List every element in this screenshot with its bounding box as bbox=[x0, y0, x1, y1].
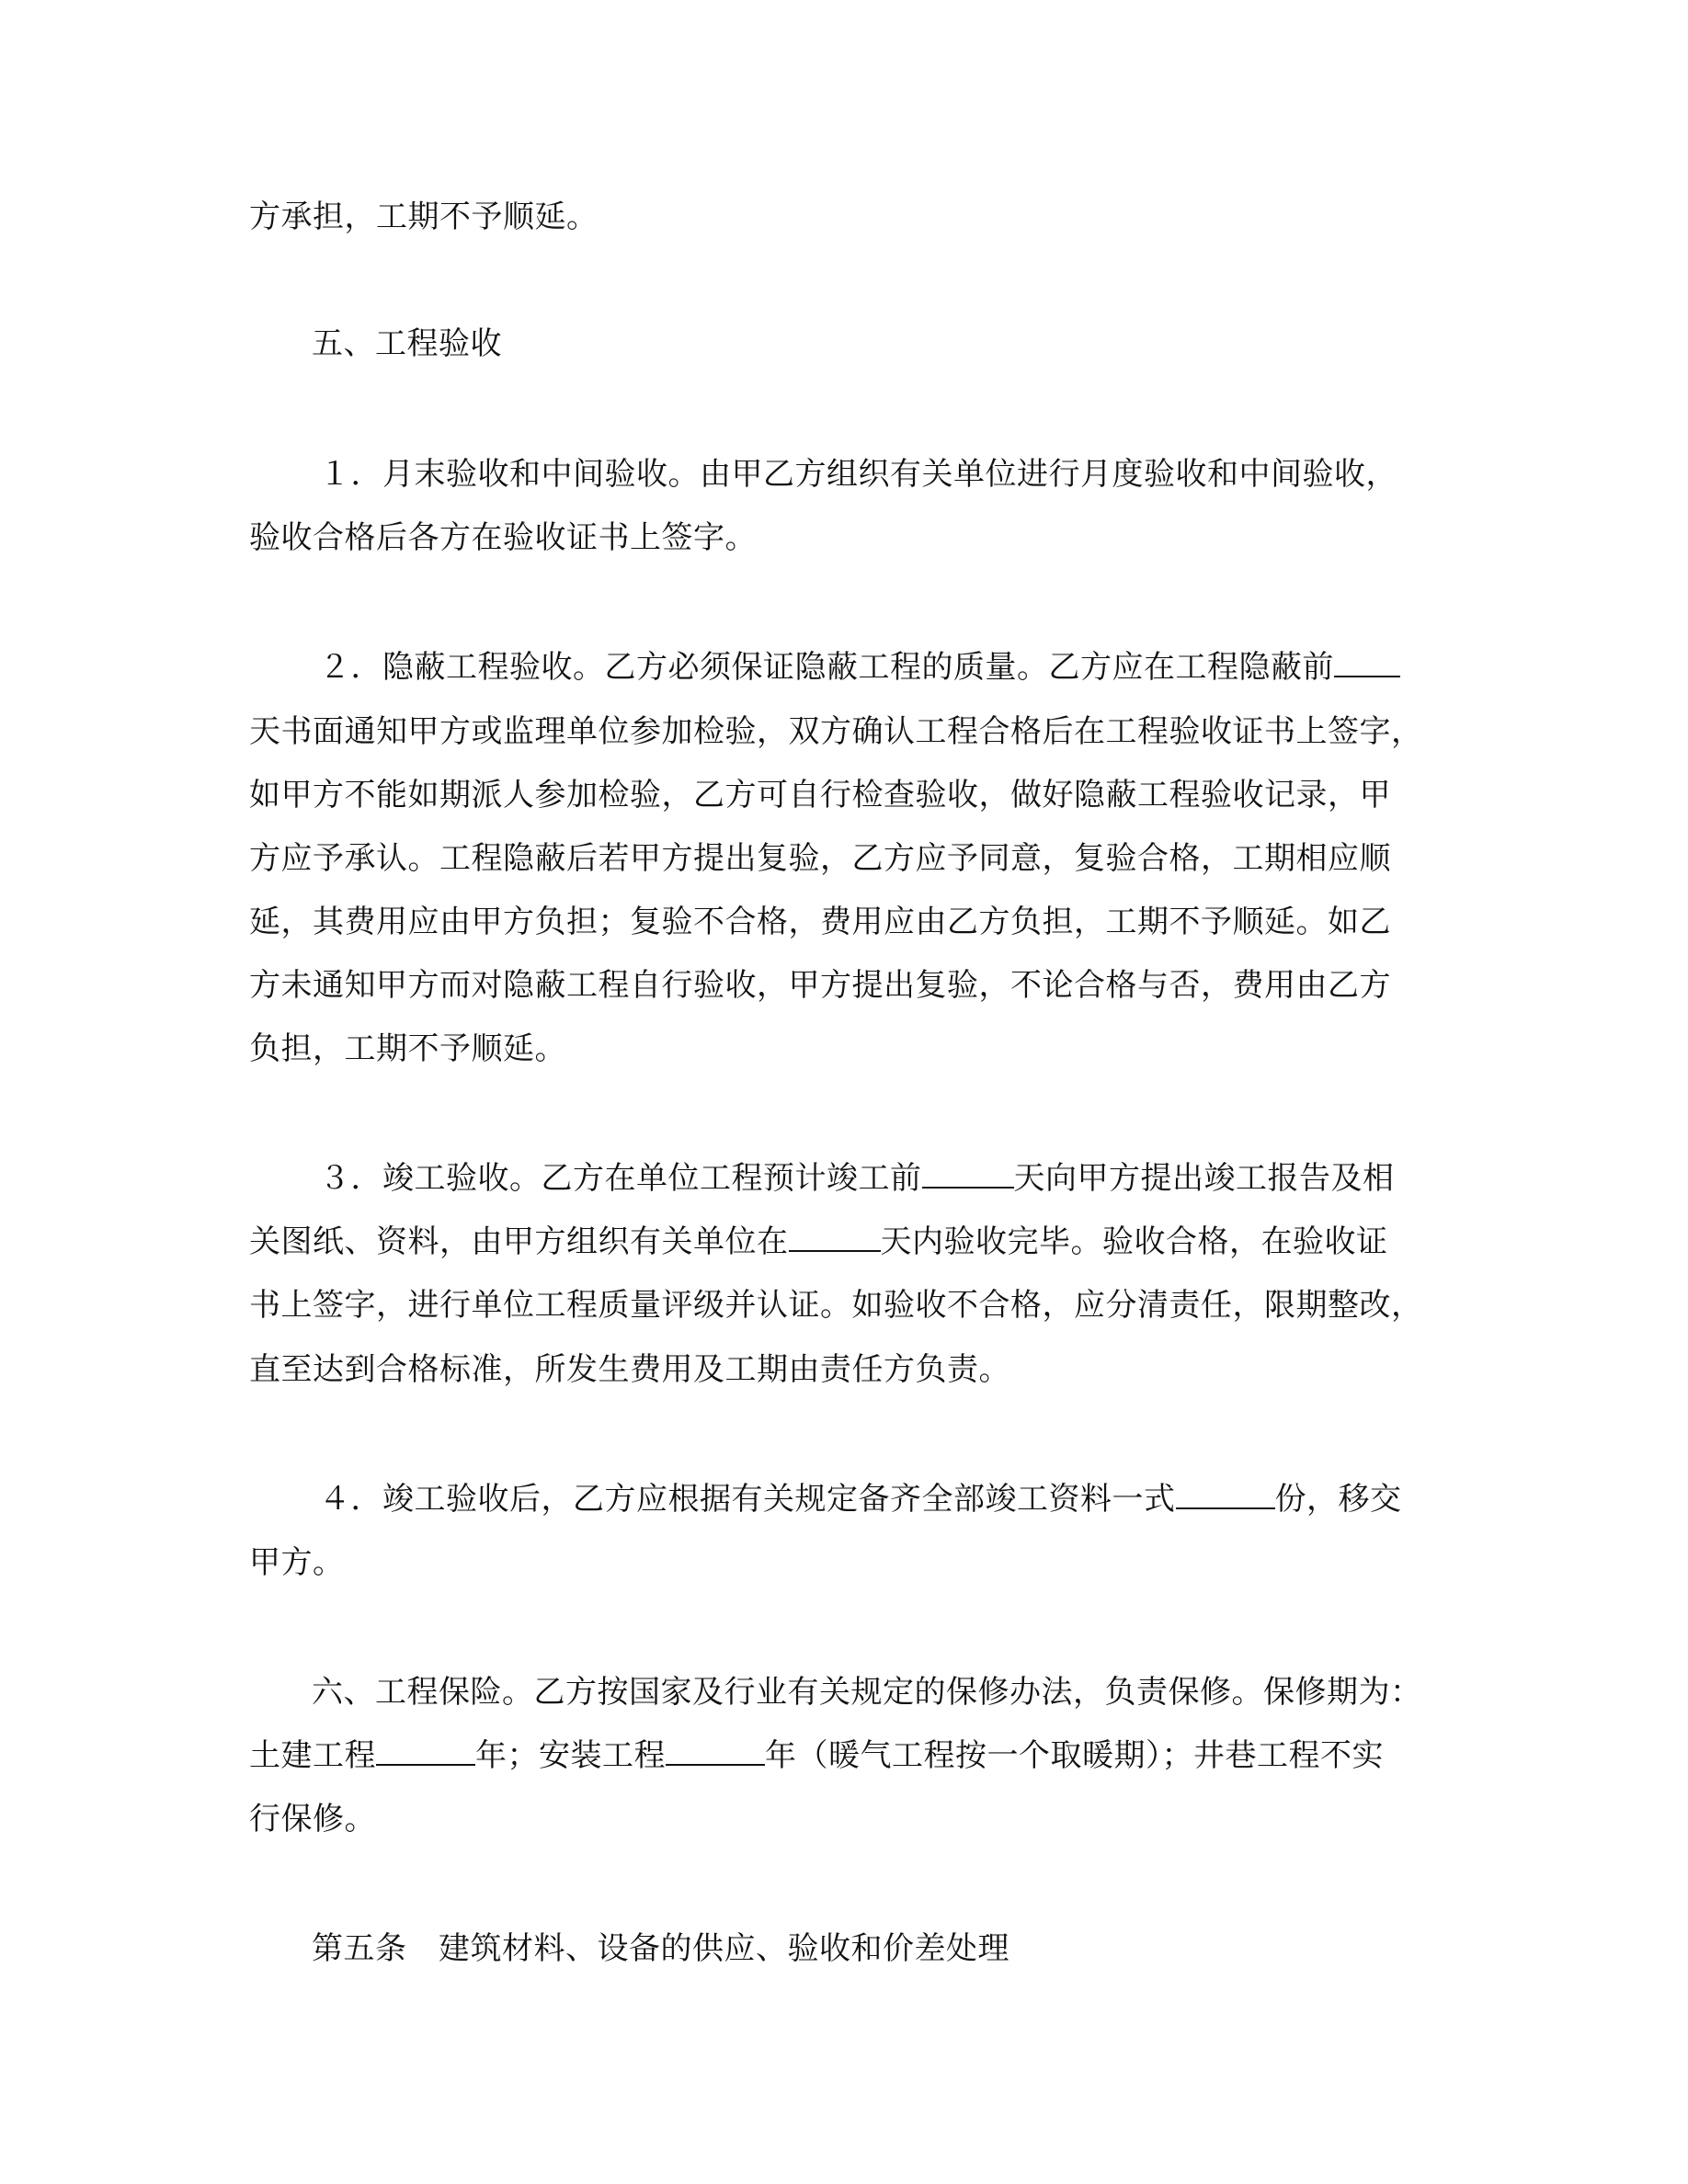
fill-in-blank bbox=[1176, 1480, 1275, 1509]
clause-3-line-1 bbox=[319, 1155, 1395, 1201]
clause-text: 土建工程 bbox=[249, 1737, 376, 1774]
fill-in-blank bbox=[376, 1736, 475, 1766]
section-6-line-2 bbox=[249, 1733, 1384, 1779]
section-heading: 五、工程验收 bbox=[312, 325, 502, 362]
paragraph-line: 方承担，工期不予顺延。 bbox=[249, 199, 599, 235]
clause-2-line-3: 如甲方不能如期派人参加检验，乙方可自行检查验收，做好隐蔽工程验收记录，甲 bbox=[249, 777, 1391, 813]
clause-2-line-2: 天书面通知甲方或监理单位参加检验，双方确认工程合格后在工程验收证书上签字， bbox=[249, 713, 1423, 750]
clause-2-line-5: 延，其费用应由甲方负担；复验不合格，费用应由乙方负担，工期不予顺延。如乙 bbox=[249, 904, 1391, 940]
clause-3-line-2 bbox=[249, 1219, 1388, 1265]
article-heading: 第五条 建筑材料、设备的供应、验收和价差处理 bbox=[312, 1930, 1009, 1967]
clause-text: 年（暖气工程按一个取暖期）；井巷工程不实 bbox=[765, 1737, 1384, 1774]
clause-2-line-1 bbox=[319, 644, 1400, 690]
clause-2-line-6: 方未通知甲方而对隐蔽工程自行验收，甲方提出复验，不论合格与否，费用由乙方 bbox=[249, 967, 1391, 1004]
clause-1-line-1: １．月末验收和中间验收。由甲乙方组织有关单位进行月度验收和中间验收， bbox=[319, 456, 1397, 493]
clause-text: ４．竣工验收后，乙方应根据有关规定备齐全部竣工资料一式 bbox=[319, 1481, 1176, 1518]
clause-text: 份，移交 bbox=[1274, 1481, 1402, 1518]
fill-in-blank bbox=[666, 1736, 765, 1766]
section-6-line-3: 行保修。 bbox=[249, 1801, 376, 1837]
clause-text: ３．竣工验收。乙方在单位工程预计竣工前 bbox=[319, 1160, 922, 1197]
clause-text: 天向甲方提出竣工报告及相 bbox=[1013, 1160, 1395, 1197]
clause-4-line-1 bbox=[319, 1476, 1402, 1522]
clause-text: 关图纸、资料，由甲方组织有关单位在 bbox=[249, 1223, 789, 1260]
clause-text: 年；安装工程 bbox=[475, 1737, 666, 1774]
clause-1-line-2: 验收合格后各方在验收证书上签字。 bbox=[249, 519, 757, 556]
fill-in-blank bbox=[1334, 648, 1400, 677]
clause-3-line-4: 直至达到合格标准，所发生费用及工期由责任方负责。 bbox=[249, 1351, 1010, 1388]
clause-text: ２．隐蔽工程验收。乙方必须保证隐蔽工程的质量。乙方应在工程隐蔽前 bbox=[319, 649, 1334, 686]
clause-2-line-4: 方应予承认。工程隐蔽后若甲方提出复验，乙方应予同意，复验合格，工期相应顺 bbox=[249, 840, 1391, 877]
fill-in-blank bbox=[789, 1223, 881, 1252]
clause-text: 天内验收完毕。验收合格，在验收证 bbox=[880, 1223, 1388, 1260]
section-6-line-1: 六、工程保险。乙方按国家及行业有关规定的保修办法，负责保修。保修期为： bbox=[312, 1674, 1422, 1711]
fill-in-blank bbox=[922, 1159, 1014, 1189]
clause-2-line-7: 负担，工期不予顺延。 bbox=[249, 1030, 566, 1067]
clause-3-line-3: 书上签字，进行单位工程质量评级并认证。如验收不合格，应分清责任，限期整改， bbox=[249, 1287, 1423, 1324]
clause-4-line-2: 甲方。 bbox=[249, 1544, 345, 1581]
